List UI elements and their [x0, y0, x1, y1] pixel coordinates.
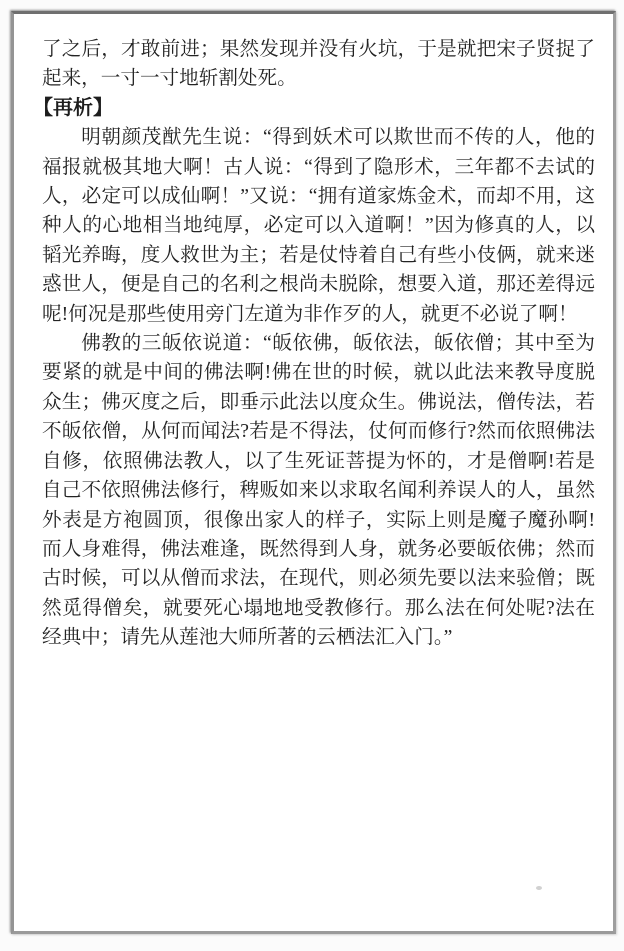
scan-speck [536, 886, 542, 890]
page-border-frame [11, 11, 616, 934]
paragraph-yan-maoyou-commentary: 明朝颜茂猷先生说：“得到妖术可以欺世而不传的人，他的福报就极其地大啊！古人说：“得到了隐形术，三年都不去试的人，必定可以成仙啊！”又说：“拥有道家炼金术，而却不用，这种人的心地相当地纯厚，必定可以入道啊！”因为修真的人，以韬光养晦，度人救世为主；若是仗恃着自己有些小伎俩，就来迷惑世人，便是自己的名利之根尚未脱除，想要入道，那还差得远呢!何况是那些使用旁门左道为非作歹的人，就更不必说了啊！ [42, 127, 595, 325]
text-content [33, 35, 595, 653]
section-heading: 【再析】 [33, 96, 113, 119]
paragraph-three-refuges: 佛教的三皈依说道：“皈依佛，皈依法，皈依僧；其中至为要紧的就是中间的佛法啊!佛在世的时候，就以此法来教导度脱众生；佛灭度之后，即垂示此法以度众生。佛说法，僧传法，若不皈依僧，从何而闻法?若是不得法，仗何而修行?然而依照佛法自修，依照佛法教人，以了生死证菩提为怀的，才是僧啊!若是自己不依照佛法修行，稗贩如来以求取名闻利养误人的人，虽然外表是方袍圆顶，很像出家人的样子，实际上则是魔子魔孙啊!而人身难得，佛法难逢，既然得到人身，就务必要皈依佛；然而古时候，可以从僧而求法，在现代，则必须先要以法来验僧；既然觅得僧矣，就要死心塌地地受教修行。那么法在何处呢?法在经典中；请先从莲池大师所著的云栖法汇入门。” [42, 333, 595, 649]
paragraph-continuation: 了之后，才敢前进；果然发现并没有火坑，于是就把宋子贤捉了起来，一寸一寸地斩割处死。 [42, 39, 595, 90]
